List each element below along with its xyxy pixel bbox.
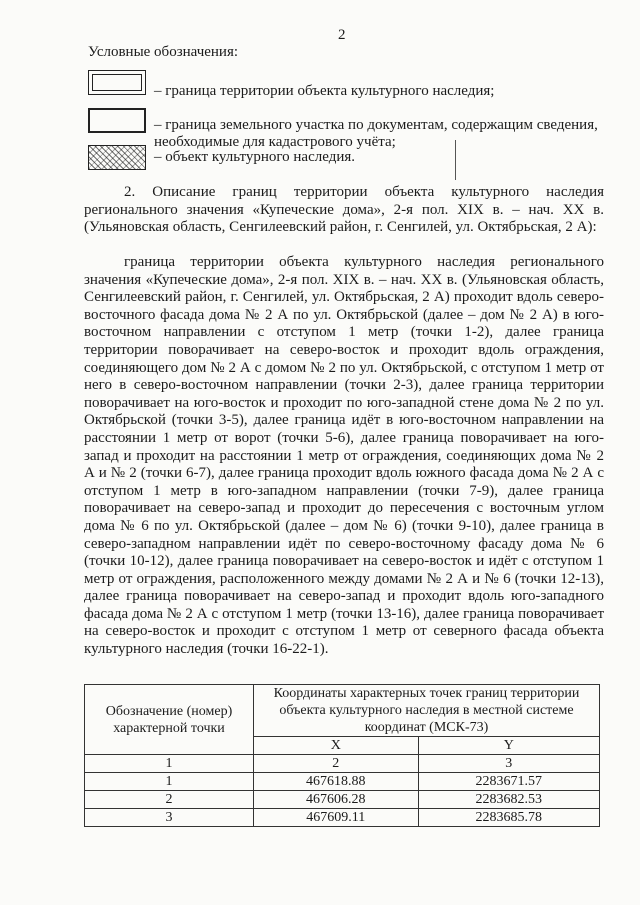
legend-item-label: – объект культурного наследия. — [154, 149, 355, 165]
boundary-description-text: граница территории объекта культурного наследия регионального значения «Купеческие дома», 2-я пол. XIX в. – нач. XX в. (Ульяновская область, Сенгилеевский район, г. Сенгилей, ул. Октябрьская, 2 А) проходит вдоль северо-восточного фасада дома № 2 А по ул. Октябрьской (далее – дом № 2 А) в юго-восточном направлении с отступом 1 метр (точки 1-2), далее граница территории поворачивает на северо-восток и проходит вдоль ограждения, соединяющего дом № 2 А с домом № 2 по ул. Октябрьской, с отступом 1 метр от него в северо-восточном направлении (точки 2-3), далее граница территории поворачивает на юго-восток и проходит по юго-западной стене дома № 2 по ул. Октябрьской (точки 3-5), далее граница идёт в юго-восточном направлении на расстоянии 1 метр от ворот (точки 5-6), далее граница поворачивает на юго-запад и проходит на расстоянии 1 метр от ограждения, соединяющих дома № 2 А и № 2 (точки 6-7), далее граница проходит вдоль южного фасада дома № 2 А с отступом 1 метр в юго-западном направлении (точки 7-9), далее граница поворачивает на северо-запад и проходит до пересечения с восточным углом дома № 6 по ул. Октябрьской (далее – дом № 6) (точки 9-10), далее граница в северо-западном направлении идёт по северо-восточному фасаду дома № 6 (точки 10-12), далее граница поворачивает на северо-восток и идёт с отступом 1 метр от ограждения, расположенного между домами № 2 А и № 6 (точки 12-13), далее граница поворачивает на северо-запад и проходит вдоль юго-западного фасада дома № 2 А с отступом 1 метр (точки 13-16), далее граница поворачивает на северо-восток и проходит с отступом 1 метр от северного фасада объекта культурного наследия (точки 16-22-1). — [84, 254, 604, 658]
table-header-row — [85, 685, 600, 737]
header-coordinates: Координаты характерных точек границ территории объекта культурного наследия в местной системе координат (МСК-73) — [254, 685, 600, 737]
coordinates-table — [84, 684, 600, 827]
y-coordinate: 2283685.78 — [418, 809, 599, 827]
column-number: 1 — [85, 755, 254, 773]
hatched-rectangle-icon — [88, 145, 146, 170]
margin-mark-line — [455, 140, 456, 180]
x-coordinate: 467606.28 — [254, 791, 419, 809]
legend-item-heritage-object — [88, 145, 618, 173]
legend-item-heritage-boundary — [88, 70, 618, 98]
point-number: 2 — [85, 791, 254, 809]
legend-title: Условные обозначения: — [88, 44, 239, 60]
legend-item-label: – граница земельного участка по документам, содержащим сведения, необходимые для кадастрового учёта; — [154, 117, 598, 150]
header-point-designation: Обозначение (номер) характерной точки — [85, 685, 254, 755]
header-x: X — [254, 737, 419, 755]
table-row — [85, 809, 600, 827]
legend-item-land-plot-boundary — [88, 108, 618, 150]
table-row — [85, 791, 600, 809]
column-number: 3 — [418, 755, 599, 773]
table-row — [85, 773, 600, 791]
single-line-rectangle-icon — [88, 108, 146, 133]
double-line-rectangle-icon — [88, 70, 146, 95]
header-y: Y — [418, 737, 599, 755]
section-2-heading-text: 2. Описание границ территории объекта культурного наследия регионального значения «Купеческие дома», 2-я пол. XIX в. – нач. XX в. (Ульяновская область, Сенгилеевский район, г. Сенгилей, ул. Октябрьская, 2 А): — [84, 184, 604, 236]
y-coordinate: 2283671.57 — [418, 773, 599, 791]
boundary-description — [84, 254, 604, 659]
point-number: 1 — [85, 773, 254, 791]
section-2-heading — [84, 184, 604, 237]
page-number: 2 — [338, 27, 346, 43]
point-number: 3 — [85, 809, 254, 827]
legend-item-label: – граница территории объекта культурного наследия; — [154, 83, 495, 99]
table-column-numbers-row — [85, 755, 600, 773]
x-coordinate: 467609.11 — [254, 809, 419, 827]
x-coordinate: 467618.88 — [254, 773, 419, 791]
y-coordinate: 2283682.53 — [418, 791, 599, 809]
column-number: 2 — [254, 755, 419, 773]
